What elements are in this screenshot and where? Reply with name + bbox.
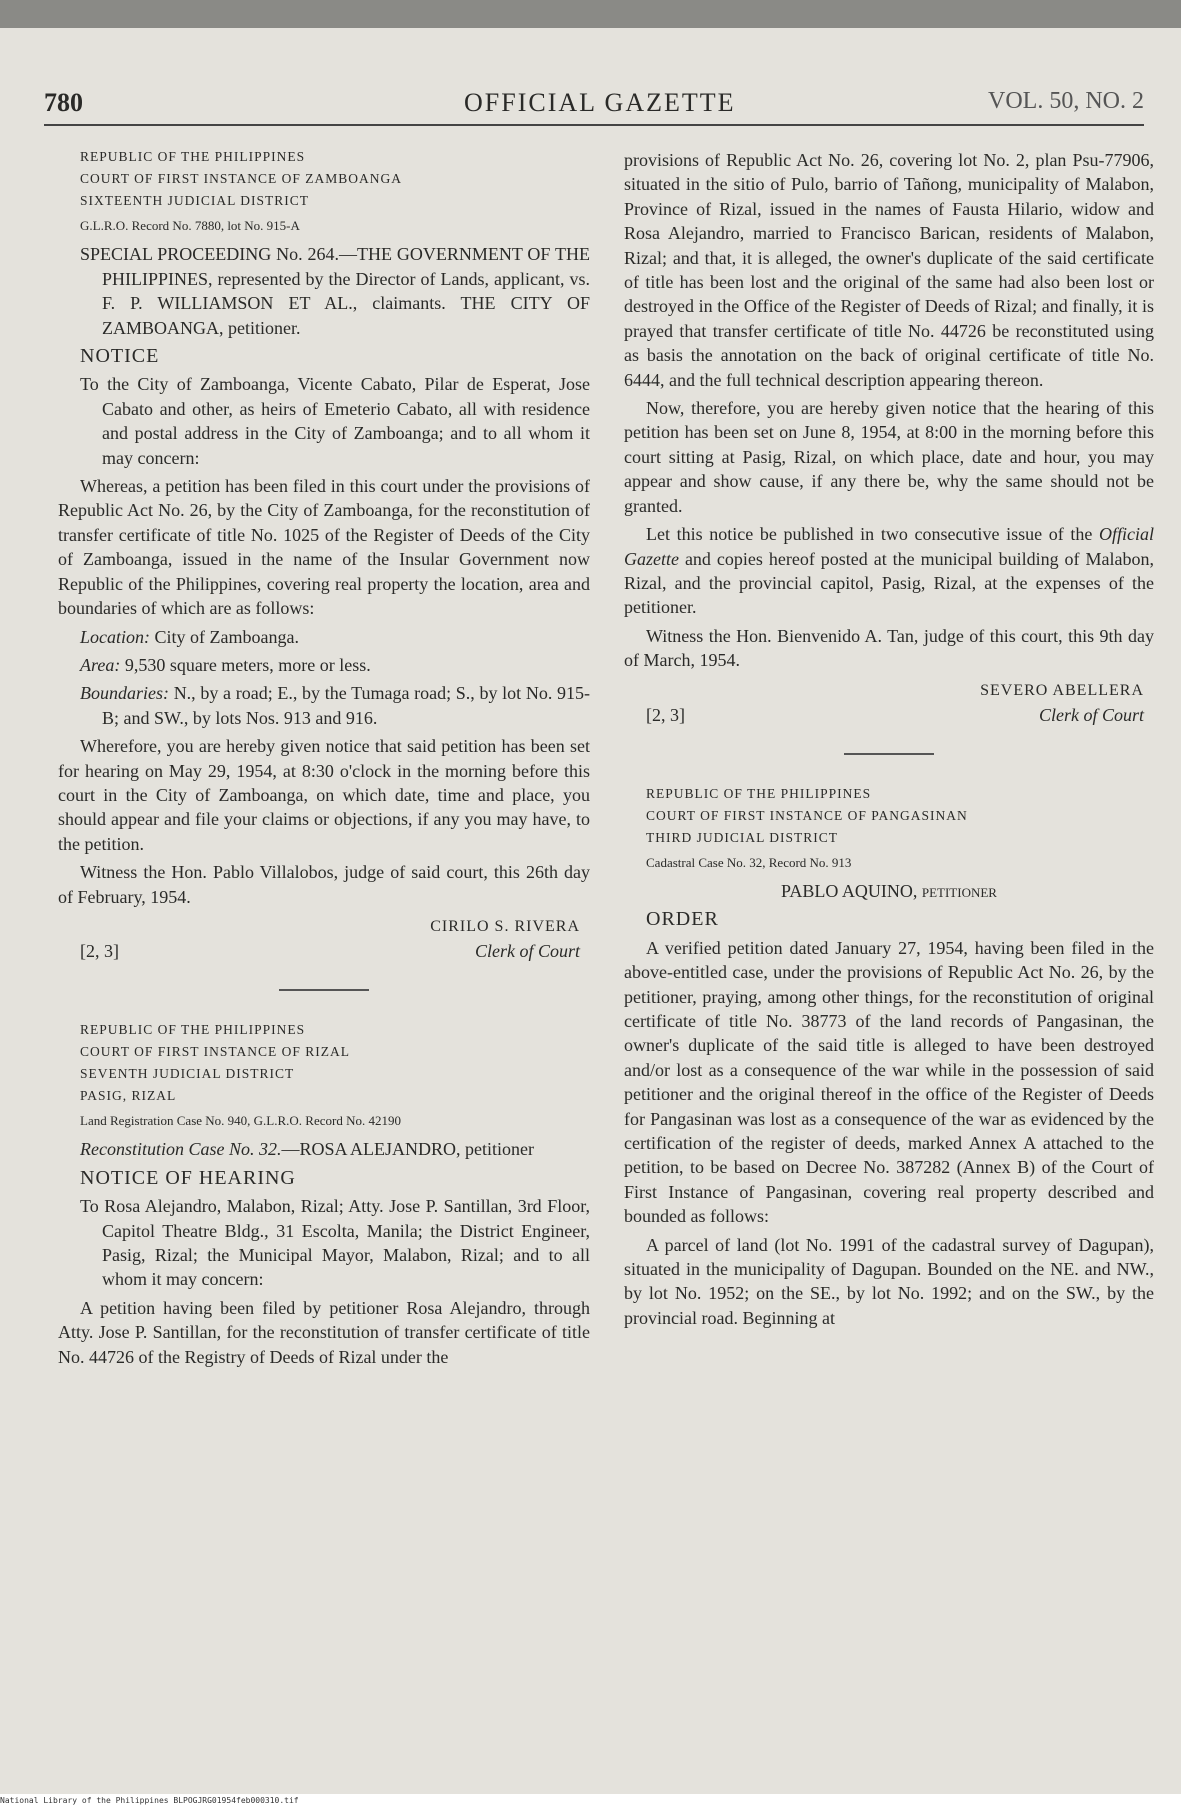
notice-title: NOTICE OF HEARING (80, 1166, 296, 1189)
area-label: Area: (80, 654, 121, 675)
left-column (58, 148, 590, 1373)
case-caption-italic: Reconstitution Case No. 32. (80, 1139, 282, 1160)
court-heading-line: SIXTEENTH JUDICIAL DISTRICT (80, 193, 309, 208)
signatory-name: CIRILO S. RIVERA (430, 917, 580, 935)
page-header (44, 84, 1144, 126)
notice-rizal (58, 1021, 590, 1369)
signature-block (58, 915, 590, 967)
paragraph: Wherefore, you are hereby given notice that said petition has been set for hearing on May 29, 1954, at 8:30 o'clock in the morning before this court in the City of Zamboanga, on which date, time and place, you should appear and file your claims or objections, if any you may have, to the petition. (58, 736, 590, 854)
gazette-page (0, 28, 1181, 1808)
case-caption: SPECIAL PROCEEDING No. 264.—THE GOVERNMENT OF THE PHILIPPINES, represented by the Director of Lands, applicant, vs. F. P. WILLIAMSON ET AL., claimants. THE CITY OF ZAMBOANGA, petitioner. (80, 244, 590, 338)
signatory-role: Clerk of Court (1038, 704, 1144, 725)
page-number: 780 (44, 88, 83, 117)
record-number: Cadastral Case No. 32, Record No. 913 (646, 854, 852, 870)
court-heading-line: REPUBLIC OF THE PHILIPPINES (646, 785, 872, 801)
paragraph: Whereas, a petition has been filed in this court under the provisions of Republic Act No. 26, by the City of Zamboanga, for the reconstitution of transfer certificate of title No. 1025 of the Register of Deeds of the City of Zamboanga, issued in the name of the Insular Government now Republic of the Philippines, covering real property the location, area and boundaries of which are as follows: (58, 476, 590, 619)
order-title: ORDER (646, 908, 719, 931)
court-heading-line: REPUBLIC OF THE PHILIPPINES (80, 1021, 306, 1037)
scan-footer: National Library of the Philippines BLPOGJRG01954feb000310.tif (0, 1794, 1181, 1808)
notice-zamboanga (58, 148, 590, 967)
court-heading-line: COURT OF FIRST INSTANCE OF ZAMBOANGA (80, 171, 403, 186)
boundaries-value: N., by a road; E., by the Tumaga road; S., by lot No. 915-B; and SW., by lots Nos. 913 and 916. (102, 683, 591, 728)
court-heading-line: COURT OF FIRST INSTANCE OF RIZAL (80, 1043, 351, 1059)
court-heading-line: REPUBLIC OF THE PHILIPPINES (80, 149, 306, 164)
case-caption: PABLO AQUINO, petitioner (781, 880, 997, 901)
publication-name: Official Gazette (624, 524, 1154, 569)
case-caption (58, 1137, 590, 1161)
court-heading-line: THIRD JUDICIAL DISTRICT (646, 829, 838, 845)
order-pangasinan (624, 785, 1154, 1331)
issue-code: [2, 3] (646, 704, 685, 725)
record-number: G.L.R.O. Record No. 7880, lot No. 915-A (80, 218, 300, 233)
paragraph: A petition having been filed by petitioner Rosa Alejandro, through Atty. Jose P. Santillan, for the reconstitution of transfer certificate of title No. 44726 of the Registry of Deeds of Rizal under the (58, 1297, 590, 1367)
issue-code: [2, 3] (80, 940, 119, 961)
signatory-role: Clerk of Court (474, 940, 580, 961)
paragraph: A verified petition dated January 27, 1954, having been filed in the above-entitled case, under the provisions of Republic Act No. 26, by the petitioner, praying, among other things, for the reconstitution of original certificate of title No. 38773 of the land records of Pangasinan, the owner's duplicate of the said title is alleged to have been destroyed and/or lost as a consequence of the war while in the possession of said petitioner and the original thereof in the office of the Register of Deeds for Pangasinan was lost as a consequence of the war as evidenced by the certification of the register of deeds, marked Annex A attached to the petition, to be based on Decree No. 387282 (Annex B) of the Court of First Instance of Pangasinan, covering real property described and bounded as follows: (624, 937, 1154, 1227)
paragraph-part: Let this notice be published in two consecutive issue of the (646, 524, 1099, 545)
addressees: To Rosa Alejandro, Malabon, Rizal; Atty. Jose P. Santillan, 3rd Floor, Capitol Theatre Bldg., 31 Escolta, Manila; the District Engineer, Pasig, Rizal; the Municipal Mayor, Malabon, Rizal; and to all whom it may concern: (80, 1196, 590, 1290)
addressees: To the City of Zamboanga, Vicente Cabato, Pilar de Esperat, Jose Cabato and other, as heirs of Emeterio Cabato, all with residence and postal address in the City of Zamboanga; and to all whom it may concern: (80, 374, 590, 468)
area-line (58, 653, 590, 677)
notice-title: NOTICE (80, 345, 160, 368)
boundaries-line (58, 681, 590, 730)
location-value: City of Zamboanga. (154, 626, 299, 647)
paragraph: A parcel of land (lot No. 1991 of the cadastral survey of Dagupan), situated in the municipality of Dagupan. Bounded on the NE. and NW., by lot No. 1952; on the SE., by lot No. 1992; and on the SW., by the provincial road. Beginning at (624, 1234, 1154, 1328)
paragraph (624, 522, 1154, 620)
section-divider (279, 989, 369, 991)
court-heading-line: PASIG, RIZAL (80, 1087, 177, 1103)
signature-block (624, 679, 1154, 731)
court-heading-line: COURT OF FIRST INSTANCE OF PANGASINAN (646, 807, 968, 823)
paragraph: Witness the Hon. Bienvenido A. Tan, judge of this court, this 9th day of March, 1954. (624, 625, 1154, 671)
location-line (58, 625, 590, 649)
area-value: 9,530 square meters, more or less. (124, 654, 371, 675)
location-label: Location: (80, 626, 150, 647)
paragraph: Now, therefore, you are hereby given notice that the hearing of this petition has been set on June 8, 1954, at 8:00 in the morning before this court sitting at Pasig, Rizal, on which place, date and hour, you may appear and show cause, if any there be, why the same should not be granted. (624, 398, 1154, 516)
section-divider (844, 753, 934, 755)
paragraph: Witness the Hon. Pablo Villalobos, judge of said court, this 26th day of February, 1954. (58, 862, 590, 907)
volume-label: VOL. 50, NO. 2 (988, 88, 1144, 114)
boundaries-label: Boundaries: (80, 683, 169, 704)
court-heading-line: SEVENTH JUDICIAL DISTRICT (80, 1065, 295, 1081)
record-number: Land Registration Case No. 940, G.L.R.O. Record No. 42190 (80, 1112, 401, 1128)
paragraph-part: and copies hereof posted at the municipal building of Malabon, Rizal, and the provincial capitol, Pasig, Rizal, at the expenses of the petitioner. (624, 548, 1154, 618)
paragraph: provisions of Republic Act No. 26, covering lot No. 2, plan Psu-77906, situated in the sitio of Pulo, barrio of Tañong, municipality of Malabon, Province of Rizal, issued in the names of Fausta Hilario, widow and Rosa Alejandro, married to Francisco Barican, residents of Malabon, Rizal; and that, it is alleged, the owner's duplicate of the said certificate of title has been lost and the original of the same had also been lost or destroyed in the Office of the Register of Deeds of Rizal; and finally, it is prayed that transfer certificate of title No. 44726 be reconstituted using as basis the annotation on the back of original certificate of title No. 6444, and the full technical description appearing thereon. (624, 150, 1154, 390)
gazette-title: OFFICIAL GAZETTE (464, 88, 736, 117)
right-column (624, 148, 1154, 1334)
case-caption-rest: —ROSA ALEJANDRO, petitioner (281, 1139, 535, 1160)
signatory-name: SEVERO ABELLERA (980, 681, 1144, 699)
